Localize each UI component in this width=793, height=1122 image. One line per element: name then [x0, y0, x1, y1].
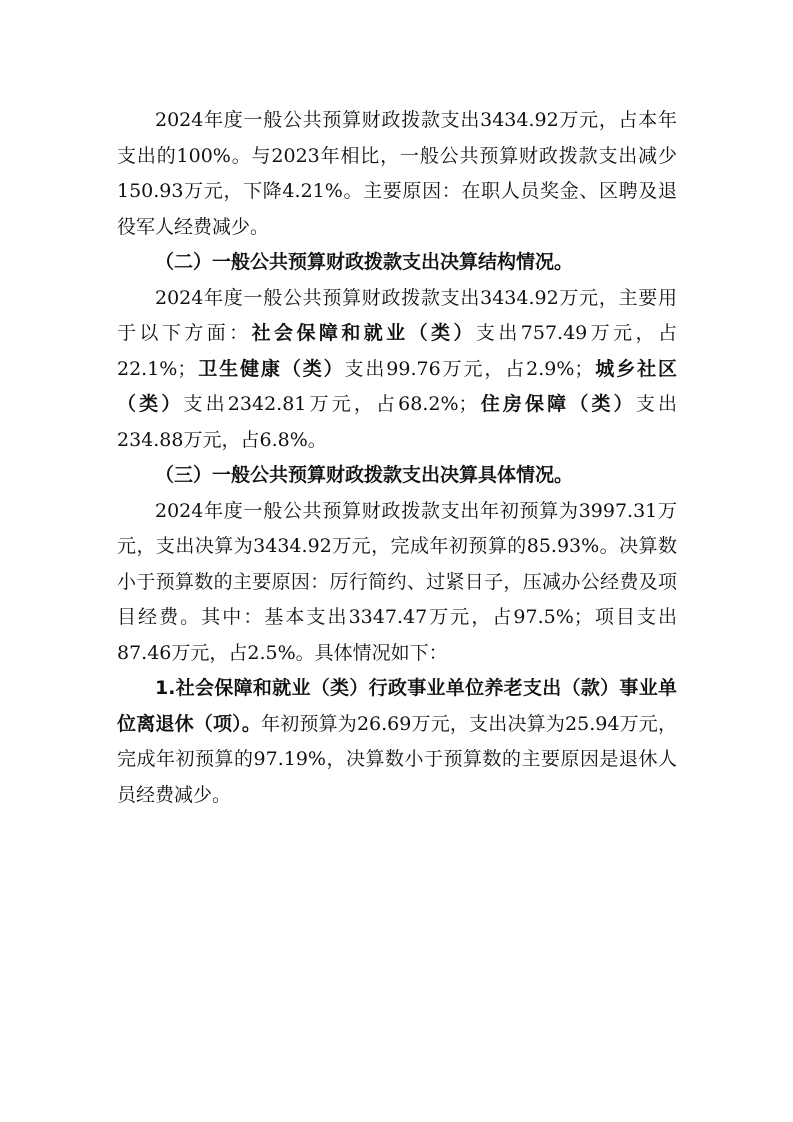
section-heading-structure: （二）一般公共预算财政拨款支出决算结构情况。	[155, 251, 574, 273]
section-heading-details: （三）一般公共预算财政拨款支出决算具体情况。	[155, 464, 574, 486]
structure-intro-text: 2024年度一般公共预算财政拨款支出3434.92万元，主要用于以下方面：	[117, 286, 677, 344]
category-social-security-detail: 支出757.49万元，占22.1%；	[117, 322, 677, 380]
paragraph-expenditure-summary	[117, 103, 677, 245]
category-health: 卫生健康（类）	[196, 357, 345, 380]
item-retirement-text: 年初预算为26.69万元，支出决算为25.94万元，完成年初预算的97.19%，决算数小于预算数的主要原因是退休人员经费减少。	[117, 712, 677, 806]
category-social-security: 社会保障和就业（类）	[251, 322, 476, 344]
paragraph-expenditure-details-text: 2024年度一般公共预算财政拨款支出年初预算为3997.31万元，支出决算为3434.92万元，完成年初预算的85.93%。决算数小于预算数的主要原因：厉行简约、过紧日子，压减办公经费及项目经费。其中：基本支出3347.47万元，占97.5%；项目支出87.46万元，占2.5%。具体情况如下：	[117, 499, 677, 664]
category-housing-security: 住房保障（类）	[477, 393, 636, 415]
category-health-detail: 支出99.76万元，占2.9%；	[344, 357, 594, 380]
paragraph-expenditure-summary-text: 2024年度一般公共预算财政拨款支出3434.92万元，占本年支出的100%。与2023年相比，一般公共预算财政拨款支出减少150.93万元，下降4.21%。主要原因：在职人员奖金、区聘及退役军人经费减少。	[117, 109, 677, 238]
category-housing-security-detail: 支出234.88万元，占6.8%。	[117, 393, 677, 451]
item-retirement-title: 1.社会保障和就业（类）行政事业单位养老支出（款）事业单位离退休（项）。	[117, 677, 677, 735]
document-body	[117, 103, 677, 813]
paragraph-expenditure-structure	[117, 281, 677, 459]
paragraph-expenditure-details	[117, 494, 677, 672]
paragraph-item-retirement	[117, 671, 677, 813]
category-urban-rural-community-detail: 支出2342.81万元，占68.2%；	[183, 393, 478, 415]
category-urban-rural-community: 城乡社区（类）	[117, 357, 677, 415]
